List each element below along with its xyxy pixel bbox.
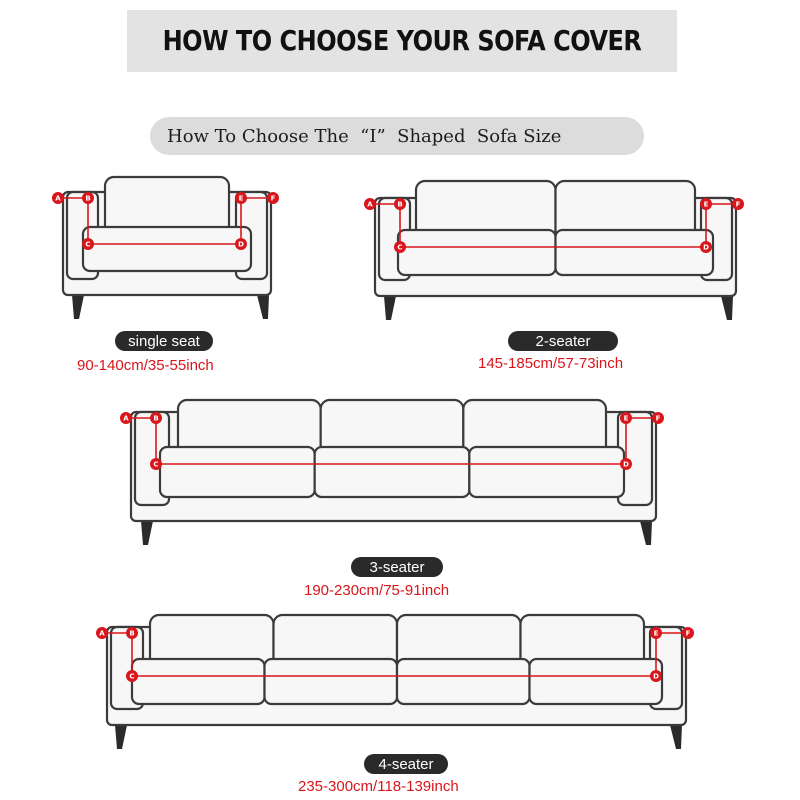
measure-point-label: B <box>129 629 135 638</box>
measure-point-label: A <box>123 414 129 423</box>
measure-point-f <box>652 412 664 424</box>
measure-point-label: F <box>655 414 661 423</box>
measure-point-e <box>235 192 247 204</box>
sofa-name-single-seat: single seat <box>115 331 213 351</box>
sofa-3-seater <box>120 400 664 545</box>
measure-point-f <box>682 627 694 639</box>
measure-point-label: F <box>270 194 276 203</box>
measure-point-label: A <box>367 200 373 209</box>
sofa-name-2-seater: 2-seater <box>508 331 618 351</box>
seat-cushion <box>398 230 556 275</box>
measure-point-label: C <box>129 672 135 681</box>
seat-cushion <box>83 227 251 271</box>
measure-point-label: E <box>238 194 244 203</box>
sofa-range-4-seater: 235-300cm/118-139inch <box>298 778 459 795</box>
measure-point-c <box>82 238 94 250</box>
measure-point-label: E <box>623 414 629 423</box>
sofa-single-seat <box>52 177 279 319</box>
sofa-name-4-seater: 4-seater <box>364 754 448 774</box>
sofa-range-2-seater: 145-185cm/57-73inch <box>478 355 624 372</box>
measure-point-e <box>700 198 712 210</box>
measure-point-label: D <box>238 240 244 249</box>
measure-point-label: B <box>85 194 91 203</box>
seat-cushion <box>556 230 714 275</box>
sofa-leg <box>721 296 733 320</box>
measure-point-label: F <box>685 629 691 638</box>
measure-point-c <box>126 670 138 682</box>
measure-point-b <box>126 627 138 639</box>
seat-cushion <box>530 659 663 704</box>
measure-point-d <box>620 458 632 470</box>
measure-point-label: B <box>153 414 159 423</box>
measure-point-e <box>650 627 662 639</box>
sofa-name-3-seater: 3-seater <box>351 557 443 577</box>
measure-point-f <box>267 192 279 204</box>
measure-point-a <box>52 192 64 204</box>
measure-point-label: C <box>397 243 403 252</box>
measure-point-label: A <box>99 629 105 638</box>
subtitle-text: How To Choose The “I” Shaped Sofa Size <box>167 125 562 147</box>
measure-point-b <box>394 198 406 210</box>
measure-point-label: E <box>653 629 659 638</box>
sofa-leg <box>141 521 153 545</box>
sofa-range-3-seater: 190-230cm/75-91inch <box>304 582 450 599</box>
measure-point-d <box>235 238 247 250</box>
sofa-range-single-seat: 90-140cm/35-55inch <box>77 357 214 374</box>
seat-cushion <box>160 447 315 497</box>
page-title: HOW TO CHOOSE YOUR SOFA COVER <box>162 24 642 58</box>
measure-point-c <box>150 458 162 470</box>
measure-point-label: D <box>623 460 629 469</box>
seat-cushion <box>397 659 530 704</box>
measure-point-d <box>700 241 712 253</box>
measure-point-b <box>82 192 94 204</box>
sofa-leg <box>384 296 396 320</box>
measure-point-b <box>150 412 162 424</box>
measure-point-e <box>620 412 632 424</box>
seat-cushion <box>469 447 624 497</box>
sofa-leg <box>257 295 269 319</box>
measure-point-label: E <box>703 200 709 209</box>
measure-point-label: C <box>153 460 159 469</box>
measure-point-f <box>732 198 744 210</box>
measure-point-a <box>96 627 108 639</box>
sofa-leg <box>115 725 127 749</box>
measure-point-a <box>364 198 376 210</box>
measure-point-label: C <box>85 240 91 249</box>
sofa-leg <box>670 725 682 749</box>
measure-point-a <box>120 412 132 424</box>
measure-point-d <box>650 670 662 682</box>
measure-point-label: D <box>653 672 659 681</box>
sofa-leg <box>72 295 84 319</box>
measure-point-label: B <box>397 200 403 209</box>
sofa-leg <box>640 521 652 545</box>
sofa-4-seater <box>96 615 694 749</box>
measure-point-label: D <box>703 243 709 252</box>
measure-point-c <box>394 241 406 253</box>
seat-cushion <box>132 659 265 704</box>
seat-cushion <box>315 447 470 497</box>
measure-point-label: F <box>735 200 741 209</box>
measure-point-label: A <box>55 194 61 203</box>
sofa-2-seater <box>364 181 744 320</box>
seat-cushion <box>265 659 398 704</box>
